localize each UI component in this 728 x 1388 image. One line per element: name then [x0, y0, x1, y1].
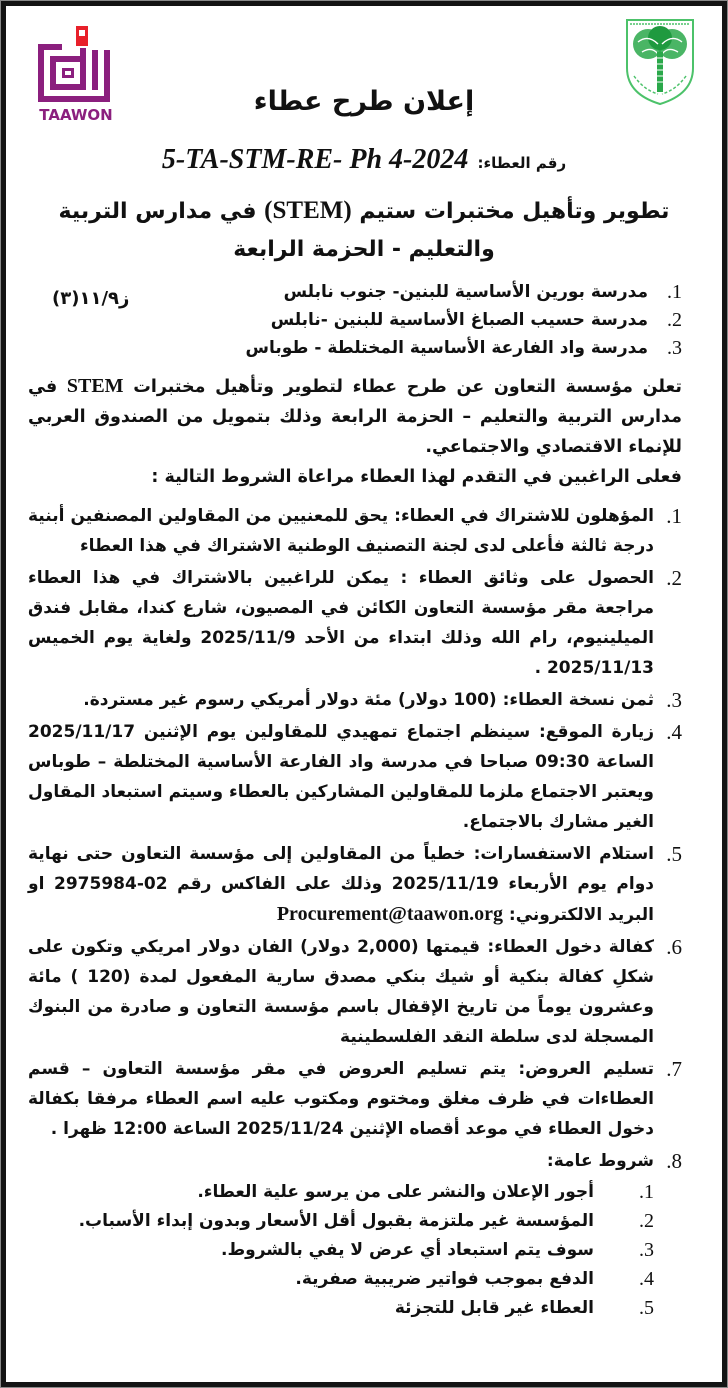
general-term-item: 1. أجور الإعلان والنشر على من يرسو علية العطاء.	[197, 1181, 654, 1203]
tender-subtitle	[46, 192, 682, 269]
condition-item: 1. المؤهلون للاشتراك في العطاء: يحق للمعنيين من المقاولين المصنفين أبنية درجة ثالثة فأعلى لدى لجنة التصنيف الوطنية الاشتراك في هذا العطاء	[28, 504, 682, 556]
condition-item: 5. استلام الاستفسارات: خطياً من المقاولين إلى مؤسسة التعاون حتى نهاية دوام يوم الأربعاء 2025/11/19 وذلك على الفاكس رقم 02-2975984 او البريد الالكتروني: Procurement@taawon.org	[28, 842, 682, 925]
subtitle-stem: (STEM)	[264, 197, 352, 224]
condition-item: 6. كفالة دخول العطاء: قيمتها (2,000 دولار) الفان دولار امريكي وتكون على شكلِ كفالة بنكية أو شيك بنكي مصدق سارية المفعول لمدة (120 ) مائة وعشرون يوماً من تاريخ الإقفال باسم مؤسسة التعاون و صادرة من البنوك المسجلة لدى سلطة النقد الفلسطينية	[28, 935, 682, 1047]
procurement-email-link[interactable]: Procurement@taawon.org	[276, 903, 503, 925]
intro-lead: فعلى الراغبين في التقدم لهذا العطاء مراعاة الشروط التالية :	[151, 467, 682, 487]
condition-item: 8. شروط عامة:	[546, 1149, 682, 1173]
conditions-list	[28, 501, 682, 1323]
subtitle-line2: والتعليم - الحزمة الرابعة	[233, 237, 495, 262]
general-term-item: 3. سوف يتم استبعاد أي عرض لا يفي بالشروط.	[221, 1239, 654, 1261]
subtitle-part1: تطوير وتأهيل مختبرات ستيم	[359, 199, 670, 224]
intro-paragraph: تعلن مؤسسة التعاون عن طرح عطاء لتطوير وتأهيل مختبرات STEM في مدارس التربية والتعليم – الحزمة الرابعة وذلك بتمويل من الصندوق العربي للإنماء الاقتصادي والاجتماعي. فعلى الراغبين في التقدم لهذا العطاء مراعاة الشروط التالية :	[28, 371, 682, 492]
tender-number-value: 5-TA-STM-RE- Ph 4-2024	[161, 144, 469, 175]
subtitle-part2: في مدارس التربية	[58, 199, 257, 224]
schools-list	[142, 278, 682, 362]
tender-number-line	[6, 144, 722, 176]
condition-item: 4. زيارة الموقع: سينظم اجتماع تمهيدي للمقاولين يوم الإثنين 2025/11/17 الساعة 09:30 صباحا في مدرسة واد الفارعة الأساسية المختلطة – طوباس ويعتبر الاجتماع ملزما للمقاولين المشاركين بالعطاء وسيتم استبعاد المقاول الغير مشارك بالاجتماع.	[28, 720, 682, 832]
general-term-item: 2. المؤسسة غير ملتزمة بقبول أقل الأسعار وبدون إبداء الأسباب.	[78, 1210, 654, 1232]
condition-item: 3. ثمن نسخة العطاء: (100 دولار) مئة دولار أمريكي رسوم غير مستردة.	[83, 688, 682, 712]
general-term-item: 4. الدفع بموجب فواتير ضريبية صفرية.	[295, 1268, 654, 1290]
svg-text:TAAWON: TAAWON	[39, 106, 113, 124]
school-item: 3. مدرسة واد الفارعة الأساسية المختلطة - طوباس	[245, 337, 682, 359]
school-item: 1. مدرسة بورين الأساسية للبنين- جنوب نابلس	[283, 281, 682, 303]
condition-item: 7. تسليم العروض: يتم تسليم العروض في مقر مؤسسة التعاون – قسم العطاءات في ظرف مغلق ومختوم ومكتوب عليه اسم العطاء مرفقا بكفالة دخول العطاء في موعد أقصاه الإثنين 2025/11/24 الساعة 12:00 ظهرا .	[28, 1057, 682, 1139]
tender-number-label: رقم العطاء:	[477, 154, 567, 172]
page-title: إعلان طرح عطاء	[253, 86, 475, 117]
general-term-item: 5. العطاء غير قابل للتجزئة	[394, 1297, 654, 1319]
school-item: 2. مدرسة حسيب الصباغ الأساسية للبنين -نابلس	[270, 309, 682, 331]
reference-code: ز١١/٩(٣)	[52, 288, 130, 309]
general-terms-list	[28, 1178, 654, 1323]
condition-item: 2. الحصول على وثائق العطاء : يمكن للراغبين بالاشتراك في هذا العطاء مراجعة مقر مؤسسة التعاون الكائن في المصيون، شارع كندا، مقابل فندق الميلينيوم، رام الله وذلك ابتداء من الأحد 2025/11/9 ولغاية يوم الخميس 2025/11/13 .	[28, 566, 682, 678]
